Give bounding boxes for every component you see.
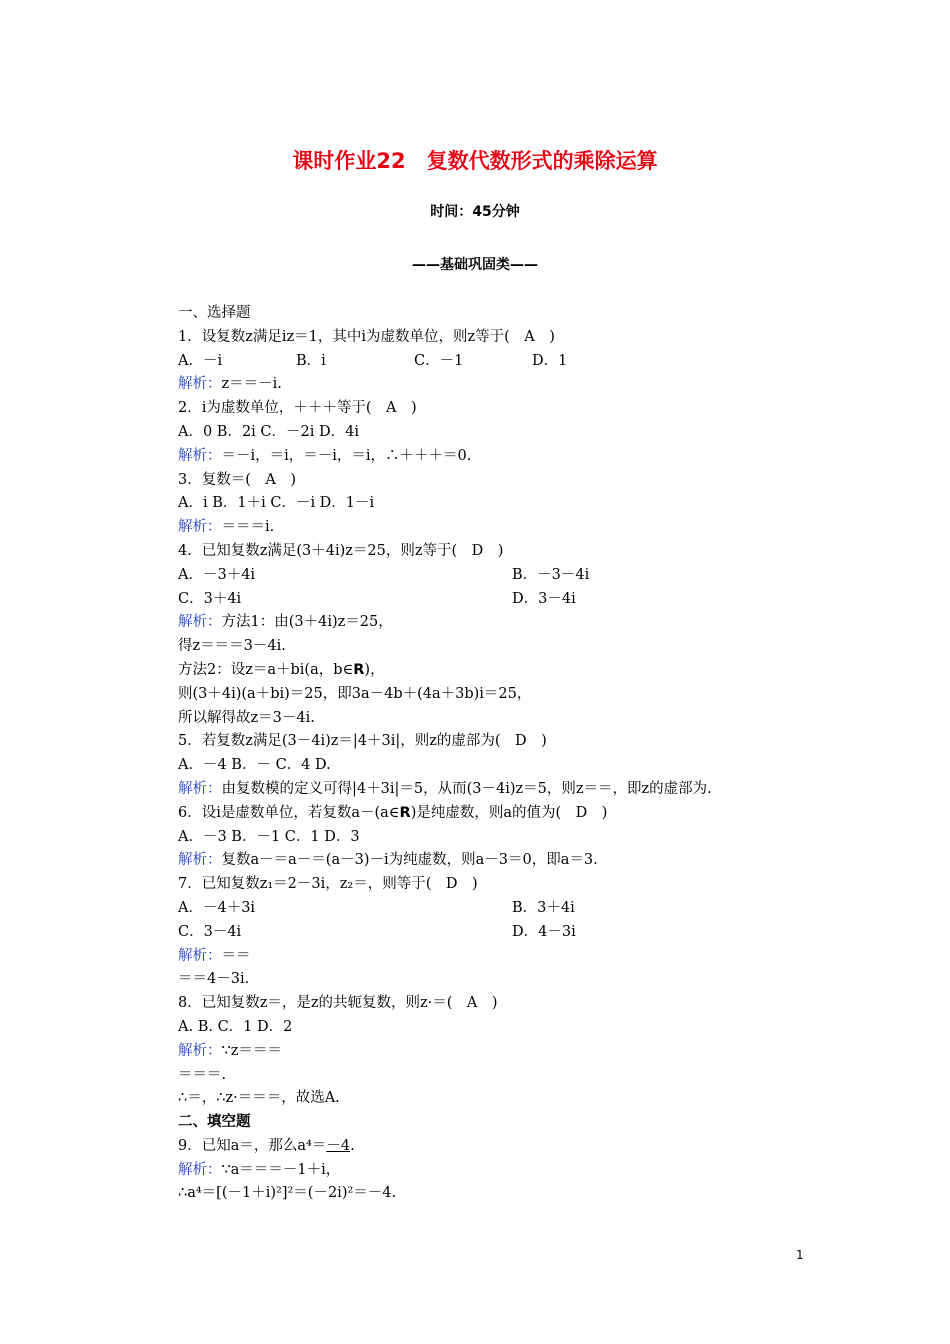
question-9-solution-line-2: ∴a⁴＝[(－1＋i)²]²＝(－2i)²＝－4. (178, 1185, 397, 1202)
question-4-options-row-1 (178, 564, 818, 588)
question-7-solution (178, 945, 818, 969)
question-2-stem: 2．i为虚数单位，＋＋＋等于( A ) (178, 400, 417, 417)
question-6-stem (178, 802, 818, 826)
question-1-option-a: A．－i (178, 352, 223, 369)
question-6-solution (178, 849, 818, 873)
question-7-stem: 7．已知复数z₁＝2－3i，z₂＝，则等于( D ) (178, 876, 478, 893)
time-limit: 时间：45分钟 (430, 204, 520, 220)
question-3-stem: 3．复数＝( A ) (178, 471, 297, 488)
question-9-solution (178, 1159, 818, 1183)
solution-label: 解析： (178, 1161, 222, 1178)
question-4-options-row-2 (178, 588, 818, 612)
solution-text: ＝＝ (221, 947, 251, 964)
solution-text: ＝＝＝i. (221, 519, 275, 536)
solution-text: 方法1：由(3＋4i)z＝25， (221, 614, 393, 631)
solution-label: 解析： (178, 1042, 222, 1059)
question-4-option-d: D．3－4i (512, 590, 576, 607)
solution-text: 方法2：设z＝a＋bi(a，b∈ (178, 661, 354, 678)
solution-text: )， (364, 661, 385, 678)
question-9-stem (178, 1135, 818, 1159)
question-4-option-a: A．－3＋4i (178, 566, 256, 583)
question-1-options (178, 350, 818, 374)
question-7-option-a: A．－4＋3i (178, 899, 256, 916)
question-5-stem: 5．若复数z满足(3－4i)z＝|4＋3i|，则z的虚部为( D ) (178, 733, 547, 750)
question-1-solution (178, 373, 818, 397)
question-text: . (350, 1137, 355, 1154)
solution-text: 由复数模的定义可得|4＋3i|＝5，从而(3－4i)z＝5，则z＝＝，即z的虚部为. (221, 780, 712, 797)
solution-text: ∵a＝＝＝－1＋i， (221, 1161, 341, 1178)
question-5-options: A．－4 B．－ C．4 D. (178, 757, 331, 774)
solution-label: 解析： (178, 376, 222, 393)
question-4-solution-line-3 (178, 659, 818, 683)
solution-label: 解析： (178, 519, 222, 536)
question-text: )是纯虚数，则a的值为( D ) (410, 804, 608, 821)
question-2-solution (178, 445, 818, 469)
solution-text: ∵z＝＝＝ (221, 1042, 282, 1059)
question-1-option-d: D．1 (532, 352, 568, 369)
question-4-solution-line-5: 所以解得故z＝3－4i. (178, 709, 315, 726)
question-1-stem: 1．设复数z满足iz＝1，其中i为虚数单位，则z等于( A ) (178, 328, 555, 345)
question-7-options-row-2 (178, 921, 818, 945)
page-number: 1 (796, 1248, 804, 1262)
section-heading-fill-in: 二、填空题 (178, 1114, 251, 1131)
question-7-options-row-1 (178, 897, 818, 921)
question-4-stem: 4．已知复数z满足(3＋4i)z＝25，则z等于( D ) (178, 542, 504, 559)
section-heading-choice: 一、选择题 (178, 305, 251, 321)
solution-text: ＝－i，＝i，＝－i，＝i，∴＋＋＋＝0. (221, 447, 472, 464)
solution-label: 解析： (178, 614, 222, 631)
real-set-symbol: R (399, 804, 411, 821)
question-8-stem: 8．已知复数z＝，是z的共轭复数，则z·＝( A ) (178, 995, 498, 1012)
question-7-solution-line-2: ＝＝4－3i. (178, 971, 250, 988)
worksheet-content (178, 302, 818, 1206)
question-8-solution-line-3: ∴＝，∴z·＝＝＝，故选A. (178, 1090, 340, 1107)
question-2-options: A．0 B．2i C．－2i D．4i (178, 423, 359, 440)
question-1-option-b: B．i (296, 352, 326, 369)
solution-text: z＝＝－i. (221, 376, 282, 393)
question-9-answer: －4 (326, 1137, 351, 1154)
question-8-solution (178, 1040, 818, 1064)
question-7-option-b: B．3＋4i (512, 899, 575, 916)
solution-label: 解析： (178, 780, 222, 797)
question-7-option-c: C．3－4i (178, 923, 242, 940)
section-banner-basic: ——基础巩固类—— (412, 257, 538, 273)
question-4-solution (178, 611, 818, 635)
question-6-options: A．－3 B．－1 C．1 D．3 (178, 828, 360, 845)
solution-label: 解析： (178, 447, 222, 464)
question-5-solution (178, 778, 818, 802)
question-text: 6．设i是虚数单位，若复数a－(a∈ (178, 804, 400, 821)
question-7-option-d: D．4－3i (512, 923, 576, 940)
solution-label: 解析： (178, 947, 222, 964)
question-text: 9．已知a＝，那么a⁴＝ (178, 1137, 327, 1154)
question-4-solution-line-2: 得z＝＝＝3－4i. (178, 638, 286, 655)
question-3-solution (178, 516, 818, 540)
real-set-symbol: R (353, 661, 365, 678)
solution-label: 解析： (178, 852, 222, 869)
question-1-option-c: C．－1 (414, 352, 464, 369)
question-3-options: A．i B．1＋i C．－i D．1－i (178, 495, 375, 512)
question-8-options: A. B. C．1 D．2 (178, 1018, 293, 1035)
page-title: 课时作业22 复数代数形式的乘除运算 (292, 149, 658, 173)
solution-text: 复数a－＝a－＝(a－3)－i为纯虚数，则a－3＝0，即a＝3. (221, 852, 598, 869)
question-4-option-c: C．3＋4i (178, 590, 242, 607)
question-4-solution-line-4: 则(3＋4i)(a＋bi)＝25，即3a－4b＋(4a＋3b)i＝25， (178, 685, 532, 702)
question-4-option-b: B．－3－4i (512, 566, 590, 583)
question-8-solution-line-2: ＝＝＝. (178, 1066, 227, 1083)
